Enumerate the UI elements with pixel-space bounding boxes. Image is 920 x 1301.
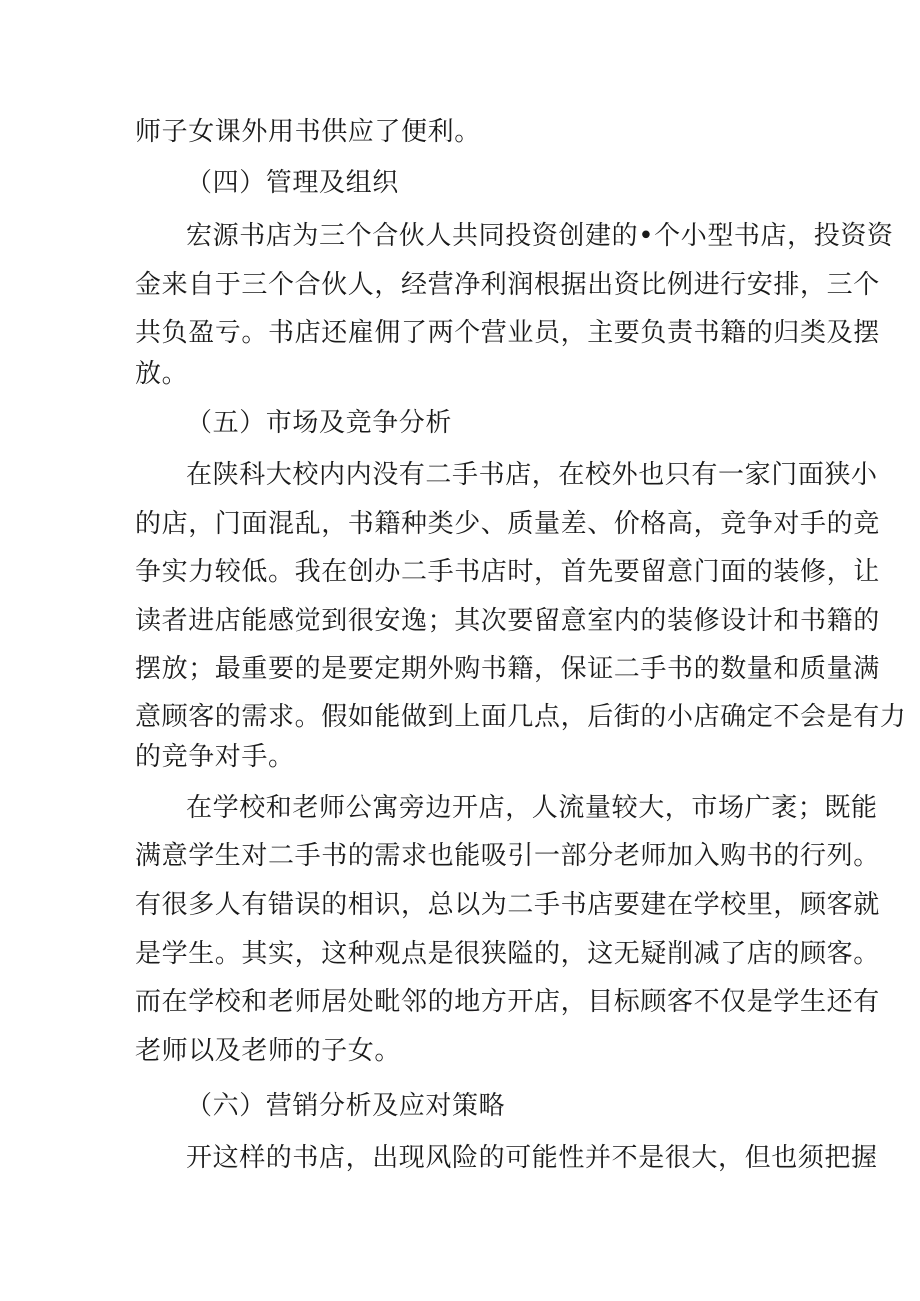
section-heading-market: （五）市场及竞争分析 (186, 408, 453, 438)
paragraph-line: 而在学校和老师居处毗邻的地方开店，目标顾客不仅是学生还有 (135, 987, 880, 1017)
paragraph-line: 师子女课外用书供应了便利。 (135, 117, 481, 147)
paragraph-line: 意顾客的需求。假如能做到上面几点，后街的小店确定不会是有力 (135, 702, 907, 732)
paragraph-line: 宏源书店为三个合伙人共同投资创建的•个小型书店，投资资 (186, 221, 894, 251)
paragraph-line: 有很多人有错误的相识，总以为二手书店要建在学校里，顾客就 (135, 890, 880, 920)
paragraph-line: 放。 (135, 359, 189, 389)
section-heading-management: （四）管理及组织 (186, 168, 399, 198)
paragraph-line: 在陕科大校内内没有二手书店，在校外也只有一家门面狭小 (186, 460, 878, 490)
paragraph-line: 老师以及老师的子女。 (135, 1036, 402, 1066)
paragraph-line: 在学校和老师公寓旁边开店，人流量较大，市场广袤；既能 (186, 793, 878, 823)
paragraph-line: 的竞争对手。 (135, 742, 295, 772)
paragraph-line: 争实力较低。我在创办二手书店时，首先要留意门面的装修，让 (135, 557, 880, 587)
paragraph-line: 读者进店能感觉到很安逸；其次要留意室内的装修设计和书籍的 (135, 606, 880, 636)
paragraph-line: 摆放；最重要的是要定期外购书籍，保证二手书的数量和质量满 (135, 654, 880, 684)
paragraph-line: 是学生。其实，这种观点是很狭隘的，这无疑削减了店的顾客。 (135, 939, 880, 969)
paragraph-line: 金来自于三个合伙人，经营净利润根据出资比例进行安排，三个 (135, 270, 880, 300)
paragraph-line: 开这样的书店，出现风险的可能性并不是很大，但也须把握 (186, 1143, 878, 1173)
paragraph-line: 的店，门面混乱，书籍种类少、质量差、价格高，竞争对手的竞 (135, 509, 880, 539)
paragraph-line: 共负盈亏。书店还雇佣了两个营业员，主要负责书籍的归类及摆 (135, 318, 880, 348)
section-heading-marketing: （六）营销分析及应对策略 (186, 1091, 506, 1121)
paragraph-line: 满意学生对二手书的需求也能吸引一部分老师加入购书的行列。 (135, 841, 880, 871)
